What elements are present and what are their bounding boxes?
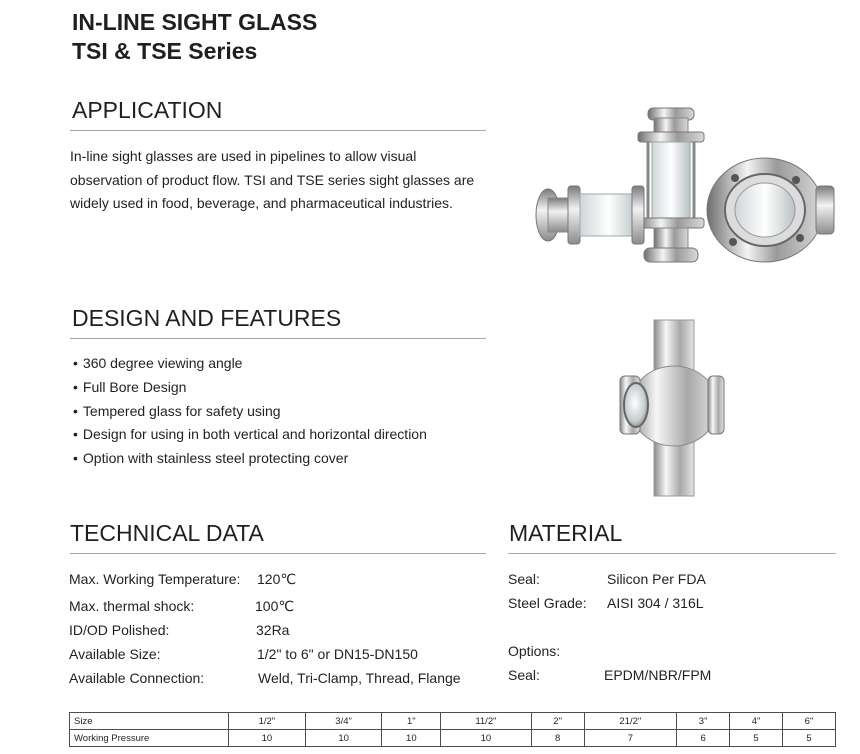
- size-pressure-table: [69, 712, 836, 747]
- feature-item: • 360 degree viewing angle: [73, 352, 427, 376]
- sight-glass-assembly-image: [520, 100, 840, 280]
- page-subtitle: TSI & TSE Series: [72, 38, 258, 64]
- design-heading: DESIGN AND FEATURES: [72, 305, 342, 331]
- table-row-pressure: [70, 730, 836, 747]
- tech-label: ID/OD Polished:: [69, 622, 170, 638]
- material-divider: [508, 553, 836, 554]
- table-cell: 1": [382, 713, 441, 730]
- material-seal-value: Silicon Per FDA: [607, 571, 706, 587]
- page-title: IN-LINE SIGHT GLASS: [72, 9, 318, 35]
- application-text: In-line sight glasses are used in pipelines to allow visual observation of product flow. TSI and TSE series sight glasses are widely used in food, beverage, and pharmaceutical industries.: [70, 148, 475, 212]
- table-cell: 6: [677, 730, 730, 747]
- tech-label: Max. Working Temperature:: [69, 571, 241, 587]
- table-cell: 5: [783, 730, 836, 747]
- feature-item: • Tempered glass for safety using: [73, 400, 427, 424]
- table-cell: 3": [677, 713, 730, 730]
- table-cell: 7: [584, 730, 677, 747]
- tech-value: Weld, Tri-Clamp, Thread, Flange: [258, 670, 461, 686]
- material-option-seal-label: Seal:: [508, 667, 540, 683]
- table-header-size: Size: [70, 713, 229, 730]
- material-heading: MATERIAL: [509, 520, 623, 546]
- features-list: [73, 352, 427, 471]
- table-cell: 3/4": [305, 713, 382, 730]
- application-divider: [70, 130, 486, 131]
- table-cell: 1/2": [229, 713, 306, 730]
- feature-item: • Full Bore Design: [73, 376, 427, 400]
- table-cell: 10: [382, 730, 441, 747]
- tech-value: 120℃: [257, 571, 297, 587]
- feature-item: • Option with stainless steel protecting cover: [73, 447, 427, 471]
- tech-label: Max. thermal shock:: [69, 598, 195, 614]
- tech-value: 32Ra: [256, 622, 290, 638]
- feature-item: • Design for using in both vertical and horizontal direction: [73, 423, 427, 447]
- table-row-size: [70, 713, 836, 730]
- table-cell: 10: [229, 730, 306, 747]
- table-cell: 11/2": [441, 713, 531, 730]
- cross-sight-glass-image: [612, 318, 728, 498]
- table-cell: 5: [730, 730, 783, 747]
- table-cell: 4": [730, 713, 783, 730]
- tech-label: Available Size:: [69, 646, 161, 662]
- application-heading: APPLICATION: [72, 97, 223, 123]
- table-cell: 10: [441, 730, 531, 747]
- table-cell: 8: [531, 730, 584, 747]
- design-divider: [70, 338, 486, 339]
- material-seal-label: Seal:: [508, 571, 540, 587]
- material-option-seal-value: EPDM/NBR/FPM: [604, 667, 712, 683]
- tech-value: 100℃: [255, 598, 295, 614]
- table-header-pressure: Working Pressure: [70, 730, 229, 747]
- tech-value: 1/2" to 6" or DN15-DN150: [257, 646, 418, 662]
- technical-divider: [70, 553, 486, 554]
- table-cell: 2": [531, 713, 584, 730]
- material-options-label: Options:: [508, 643, 561, 659]
- table-cell: 6": [783, 713, 836, 730]
- tech-label: Available Connection:: [69, 670, 205, 686]
- table-cell: 10: [305, 730, 382, 747]
- table-cell: 21/2": [584, 713, 677, 730]
- material-steel-label: Steel Grade:: [508, 595, 587, 611]
- technical-heading: TECHNICAL DATA: [70, 520, 264, 546]
- material-steel-value: AISI 304 / 316L: [607, 595, 704, 611]
